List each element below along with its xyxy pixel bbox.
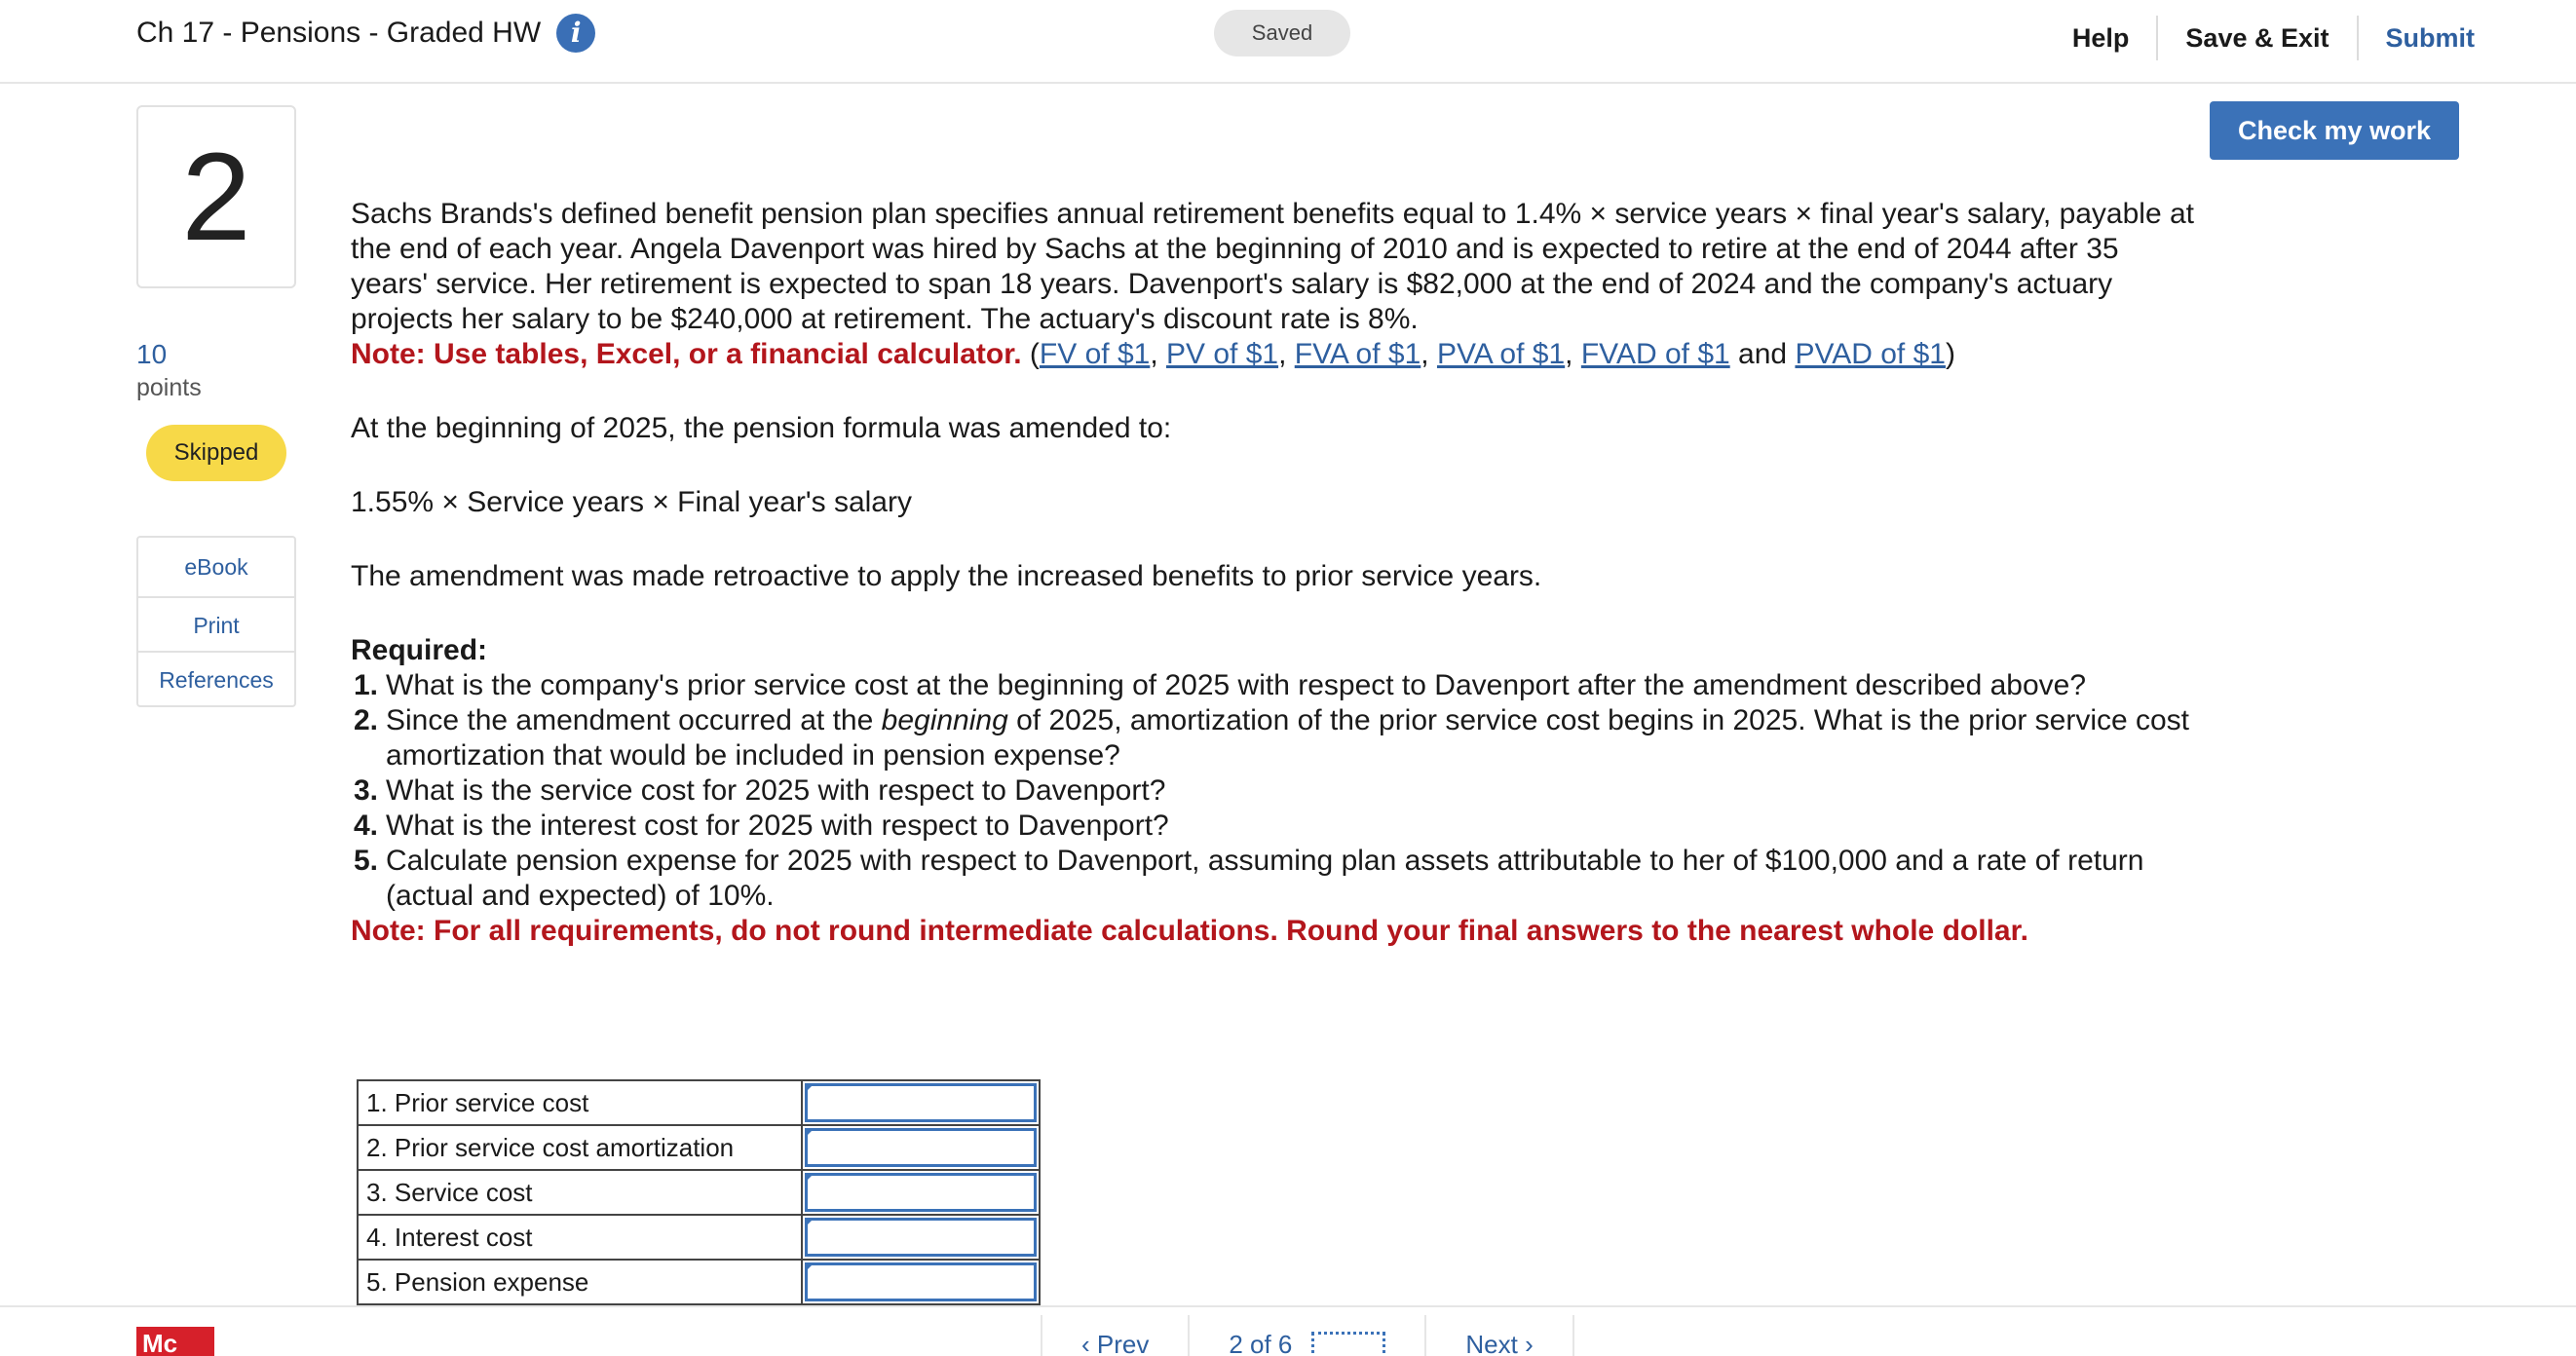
references-link[interactable]: References [138, 651, 294, 705]
requirement-2 [386, 703, 2202, 773]
requirement-2-part-b: of 2025, amortization of the prior service cost begins in 2025. What is the prior service cost amortization that would be included in pension expense? [386, 704, 2190, 772]
points-value: 10 [136, 339, 168, 369]
mcgraw-hill-logo: Mc [136, 1327, 214, 1356]
table-row [358, 1170, 1040, 1215]
next-button[interactable]: Next › [1424, 1315, 1573, 1356]
cell-flag-icon [805, 1173, 814, 1183]
table-row [358, 1080, 1040, 1125]
cell-flag-icon [805, 1262, 814, 1272]
print-link[interactable]: Print [138, 596, 294, 651]
table-row [358, 1260, 1040, 1304]
table-row [358, 1125, 1040, 1170]
question-body [351, 197, 2202, 949]
amended-formula: 1.55% × Service years × Final year's salary [351, 486, 912, 518]
points-label: points [136, 374, 202, 401]
requirement-1: What is the company's prior service cost at the beginning of 2025 with respect to Davenport after the amendment described above? [386, 669, 2087, 701]
table-row [358, 1215, 1040, 1260]
interest-cost-input[interactable] [802, 1215, 1040, 1260]
row-label: 4. Interest cost [358, 1215, 802, 1260]
page-indicator-text: 2 of 6 [1229, 1330, 1293, 1356]
fv-link[interactable]: FV of $1 [1039, 338, 1151, 370]
and-word: and [1738, 338, 1788, 370]
row-label: 5. Pension expense [358, 1260, 802, 1304]
save-exit-button[interactable]: Save & Exit [2156, 16, 2356, 60]
footer-bar [0, 1305, 2576, 1356]
rounding-note: Note: For all requirements, do not round intermediate calculations. Round your final answers to the nearest whole dollar. [351, 915, 2028, 947]
question-navigation [1041, 1315, 1574, 1356]
info-icon[interactable]: i [556, 14, 595, 53]
row-label: 3. Service cost [358, 1170, 802, 1215]
prev-button[interactable]: ‹ Prev [1041, 1315, 1188, 1356]
pv-link[interactable]: PV of $1 [1166, 338, 1279, 370]
page-indicator[interactable] [1188, 1315, 1424, 1356]
header-actions [2045, 16, 2502, 60]
prior-service-cost-input[interactable] [802, 1080, 1040, 1125]
row-label: 2. Prior service cost amortization [358, 1125, 802, 1170]
resource-links [136, 536, 296, 707]
cell-flag-icon [805, 1128, 814, 1138]
pvad-link[interactable]: PVAD of $1 [1795, 338, 1946, 370]
requirement-4: What is the interest cost for 2025 with respect to Davenport? [386, 810, 1169, 842]
requirements-list [351, 668, 2202, 914]
submit-button[interactable]: Submit [2357, 16, 2503, 60]
row-label: 1. Prior service cost [358, 1080, 802, 1125]
problem-intro: Sachs Brands's defined benefit pension plan specifies annual retirement benefits equal to 1.4% × service years × final year's salary, payable at the end of each year. Angela Davenport was hired by Sachs at the beginning of 2010 and is expected to retire at the end of 2044 after 35 years' service. Her retirement is expected to span 18 years. Davenport's salary is $82,000 at the end of 2024 and the company's actuary projects her salary to be $240,000 at retirement. The actuary's discount rate is 8%. [351, 198, 2195, 335]
cell-flag-icon [805, 1218, 814, 1227]
required-heading: Required: [351, 634, 488, 666]
grid-icon [1311, 1332, 1385, 1356]
fvad-link[interactable]: FVAD of $1 [1580, 338, 1730, 370]
top-bar [0, 0, 2576, 84]
fva-link[interactable]: FVA of $1 [1294, 338, 1421, 370]
assignment-title-text: Ch 17 - Pensions - Graded HW [136, 17, 542, 49]
service-cost-input[interactable] [802, 1170, 1040, 1215]
requirement-2-emphasis: beginning [881, 704, 1008, 736]
pension-expense-input[interactable] [802, 1260, 1040, 1304]
question-number: 2 [136, 105, 296, 288]
saved-status-badge: Saved [1214, 10, 1350, 56]
amortization-input[interactable] [802, 1125, 1040, 1170]
tables-note: Note: Use tables, Excel, or a financial calculator. (FV of $1, PV of $1, FVA of $1, PVA of $1, FVAD of $1 and PVAD of $1) [351, 338, 1955, 370]
answer-table [357, 1079, 1041, 1305]
retroactive-line: The amendment was made retroactive to apply the increased benefits to prior service years. [351, 560, 1542, 592]
requirement-2-part-a: Since the amendment occurred at the [386, 704, 874, 736]
requirement-5: Calculate pension expense for 2025 with respect to Davenport, assuming plan assets attributable to her of $100,000 and a rate of return (actual and expected) of 10%. [386, 845, 2144, 912]
status-badge: Skipped [146, 425, 286, 481]
tables-note-label: Note: Use tables, Excel, or a financial calculator. [351, 338, 1022, 370]
assignment-title [136, 14, 595, 53]
cell-flag-icon [805, 1083, 814, 1093]
check-my-work-button[interactable]: Check my work [2210, 101, 2459, 160]
pva-link[interactable]: PVA of $1 [1436, 338, 1566, 370]
ebook-link[interactable]: eBook [184, 554, 248, 580]
help-button[interactable]: Help [2071, 23, 2130, 53]
requirement-3: What is the service cost for 2025 with respect to Davenport? [386, 774, 1166, 807]
amendment-line: At the beginning of 2025, the pension formula was amended to: [351, 412, 1172, 444]
